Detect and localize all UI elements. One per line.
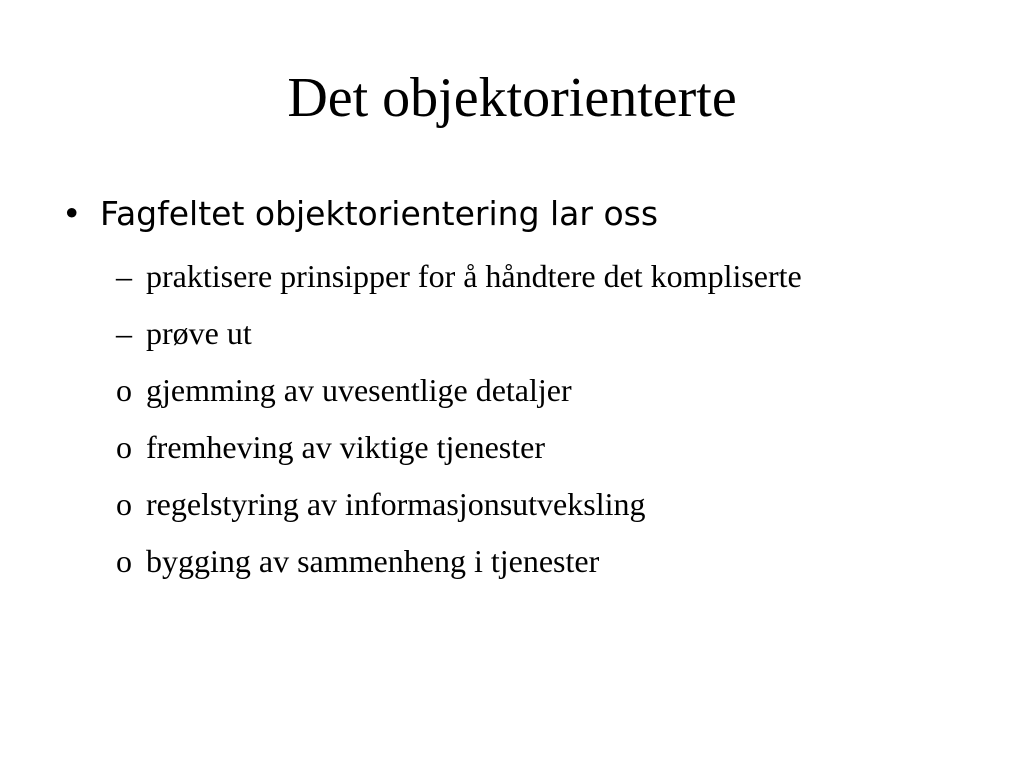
bullet-text: Fagfeltet objektorientering lar oss bbox=[100, 194, 659, 233]
subitem-text: fremheving av viktige tjenester bbox=[146, 429, 545, 465]
subitem-1 bbox=[116, 254, 802, 298]
bullet-marker: • bbox=[62, 194, 82, 233]
subitem-text: bygging av sammenheng i tjenester bbox=[146, 543, 600, 579]
subitem-text: regelstyring av informasjonsutveksling bbox=[146, 486, 646, 522]
slide-title: Det objektorienterte bbox=[287, 67, 737, 129]
subitem-text: praktisere prinsipper for å håndtere det kompliserte bbox=[146, 258, 802, 294]
subitem-5 bbox=[116, 482, 645, 526]
subitem-3 bbox=[116, 368, 572, 412]
subitem-text: gjemming av uvesentlige detaljer bbox=[146, 372, 572, 408]
subitem-2 bbox=[116, 311, 252, 355]
circle-marker: o bbox=[116, 429, 132, 465]
dash-marker: – bbox=[116, 258, 132, 294]
subitem-4 bbox=[116, 425, 545, 469]
bullet-item bbox=[62, 190, 658, 238]
subitem-text: prøve ut bbox=[146, 315, 252, 351]
dash-marker: – bbox=[116, 315, 132, 351]
circle-marker: o bbox=[116, 486, 132, 522]
circle-marker: o bbox=[116, 372, 132, 408]
subitem-6 bbox=[116, 539, 599, 583]
circle-marker: o bbox=[116, 543, 132, 579]
